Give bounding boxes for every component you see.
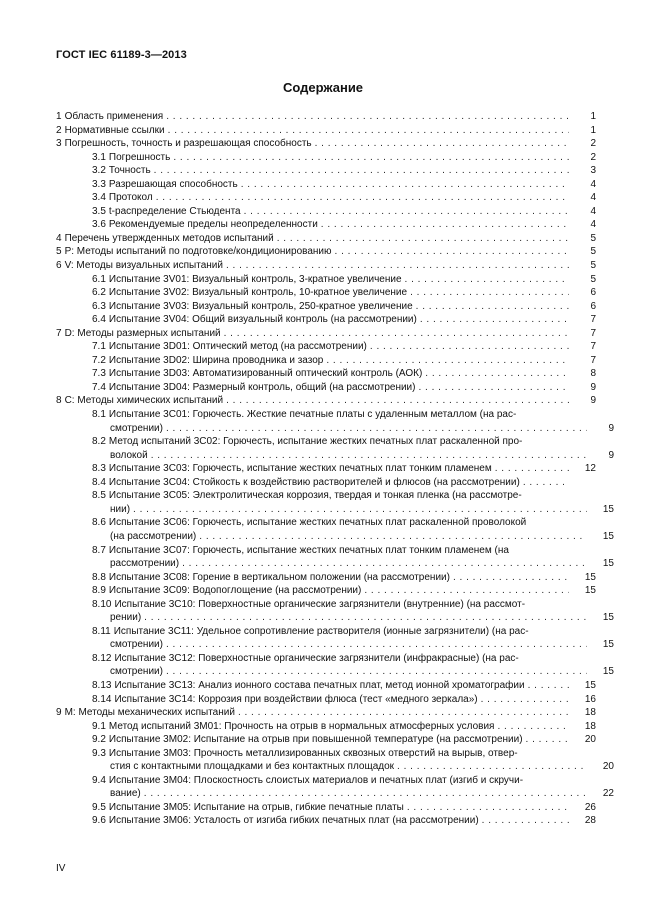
toc-entry-title: Метод испытаний 3C02: Горючесть, испытание жестких печатных плат раскаленной про- <box>108 436 523 448</box>
toc-entry-title: Протокол <box>108 192 153 204</box>
toc-entry-page: 4 <box>590 219 596 231</box>
toc-entry-number: 3.2 <box>92 165 106 177</box>
toc-leader-dots <box>151 449 587 463</box>
toc-entry-number: 9.5 <box>92 801 106 813</box>
toc-entry-number: 7.3 <box>92 368 106 380</box>
toc-entry-continuation[interactable] <box>56 449 614 463</box>
toc-entry-number: 3.5 <box>92 205 106 217</box>
toc-entry[interactable] <box>56 313 596 327</box>
toc-entry-number: 7 <box>56 327 62 339</box>
toc-entry-number: 6.2 <box>92 287 106 299</box>
toc-leader-dots <box>154 164 569 178</box>
toc-entry-number: 7.4 <box>92 381 106 393</box>
toc-entry[interactable] <box>56 625 596 639</box>
toc-entry-page: 15 <box>602 558 614 570</box>
toc-entry-title: Погрешность, точность и разрешающая способность <box>64 138 312 150</box>
toc-entry[interactable] <box>56 327 596 341</box>
toc-leader-dots <box>166 665 587 679</box>
toc-entry-title: Испытание 3C01: Горючесть. Жесткие печатные платы с удаленным металлом (на рас- <box>108 409 517 421</box>
toc-leader-dots <box>482 814 569 828</box>
toc-entry-page: 20 <box>602 761 614 773</box>
toc-entry[interactable] <box>56 747 596 761</box>
page-title: Содержание <box>282 80 364 95</box>
toc-entry-number: 8.5 <box>92 490 106 502</box>
toc-entry[interactable] <box>56 205 596 219</box>
toc-entry-number: 6.3 <box>92 300 106 312</box>
toc-entry-page: 15 <box>584 571 596 583</box>
toc-entry-title: Испытание 3D04: Размерный контроль, общий (на рассмотрении) <box>108 381 416 393</box>
toc-leader-dots <box>166 422 587 436</box>
toc-leader-dots <box>418 381 569 395</box>
toc-entry[interactable] <box>56 300 596 314</box>
toc-entry-number: 8.1 <box>92 409 106 421</box>
toc-entry-continuation[interactable] <box>56 422 614 436</box>
toc-entry-number: 7.2 <box>92 354 106 366</box>
toc-entry[interactable] <box>56 774 596 788</box>
toc-leader-dots <box>481 693 569 707</box>
toc-entry-title-cont: вание) <box>110 788 141 800</box>
toc-entry-continuation[interactable] <box>56 665 614 679</box>
toc-entry-number: 4 <box>56 232 62 244</box>
toc-entry-number: 8.6 <box>92 517 106 529</box>
toc-entry-page: 9 <box>590 395 596 407</box>
toc-entry[interactable] <box>56 394 596 408</box>
toc-entry-page: 18 <box>584 707 596 719</box>
toc-entry[interactable] <box>56 124 596 138</box>
toc-leader-dots <box>133 503 587 517</box>
toc-entry[interactable] <box>56 814 596 828</box>
toc-entry[interactable] <box>56 598 596 612</box>
toc-entry-number: 3 <box>56 138 62 150</box>
toc-entry-title: Метод испытаний 3M01: Прочность на отрыв в нормальных атмосферных условия <box>108 720 495 732</box>
toc-entry-page: 28 <box>584 815 596 827</box>
toc-entry-title: Испытание 3C07: Горючесть, испытание жестких печатных плат тонким пламенем (на <box>108 544 509 556</box>
toc-entry[interactable] <box>56 367 596 381</box>
toc-leader-dots <box>397 760 587 774</box>
toc-entry-title: Погрешность <box>108 151 171 163</box>
toc-entry-number: 8.13 <box>92 679 112 691</box>
toc-entry-title: t-распределение Стьюдента <box>108 205 241 217</box>
toc-entry-title: Испытание 3M05: Испытание на отрыв, гибкие печатные платы <box>108 801 404 813</box>
toc-entry-title: Испытание 3M06: Усталость от изгиба гибких печатных плат (на рассмотрении) <box>108 815 479 827</box>
toc-leader-dots <box>173 151 569 165</box>
toc-leader-dots <box>244 205 569 219</box>
toc-entry-page: 6 <box>590 287 596 299</box>
toc-entry[interactable] <box>56 584 596 598</box>
toc-entry-title: Испытание 3C10: Поверхностные органические загрязнители (внутренние) (на рассмот- <box>114 598 526 610</box>
toc-entry-page: 15 <box>602 503 614 515</box>
toc-entry-page: 1 <box>590 124 596 136</box>
toc-leader-dots <box>405 273 569 287</box>
toc-entry-title: Рекомендуемые пределы неопределенности <box>108 219 318 231</box>
toc-entry[interactable] <box>56 110 596 124</box>
toc-entry-title: Нормативные ссылки <box>64 124 165 136</box>
toc-entry-title: Испытание 3D02: Ширина проводника и зазор <box>108 354 324 366</box>
toc-entry-title: Испытание 3C03: Горючесть, испытание жестких печатных плат тонким пламенем <box>108 463 492 475</box>
toc-entry-number: 2 <box>56 124 62 136</box>
toc-leader-dots <box>497 720 569 734</box>
toc-leader-dots <box>416 300 569 314</box>
toc-entry-page: 2 <box>590 151 596 163</box>
toc-entry-title: Испытание 3C04: Стойкость к воздействию растворителей и флюсов (на рассмотрении) <box>108 476 520 488</box>
toc-entry[interactable] <box>56 259 596 273</box>
toc-entry[interactable] <box>56 544 596 558</box>
toc-entry-page: 15 <box>584 679 596 691</box>
toc-entry-number: 8.2 <box>92 436 106 448</box>
toc-leader-dots <box>224 327 569 341</box>
toc-entry-number: 8.4 <box>92 476 106 488</box>
toc-entry-title: Испытание 3V02: Визуальный контроль, 10-кратное увеличение <box>108 287 408 299</box>
toc-leader-dots <box>495 462 569 476</box>
toc-entry-page: 26 <box>584 801 596 813</box>
toc-entry-title-cont: смотрении) <box>110 422 163 434</box>
toc-entry-page: 12 <box>584 463 596 475</box>
toc-entry-page: 5 <box>590 273 596 285</box>
toc-entry-title: Точность <box>108 165 151 177</box>
toc-entry-title-cont: смотрении) <box>110 639 163 651</box>
toc-entry-title: Испытание 3M03: Прочность металлизированных сквозных отверстий на вырыв, отвер- <box>108 747 518 759</box>
toc-entry-title: C: Методы химических испытаний <box>64 395 224 407</box>
toc-entry-number: 8 <box>56 395 62 407</box>
toc-entry-number: 8.14 <box>92 693 112 705</box>
table-of-contents <box>56 110 614 828</box>
toc-entry[interactable] <box>56 151 596 165</box>
toc-entry-page: 4 <box>590 192 596 204</box>
toc-entry-number: 9 <box>56 707 62 719</box>
toc-leader-dots <box>182 557 587 571</box>
toc-entry-number: 1 <box>56 111 62 122</box>
toc-entry-number: 8.11 <box>92 625 111 637</box>
toc-entry-number: 3.1 <box>92 151 106 163</box>
toc-entry-title: Испытание 3C12: Поверхностные органические загрязнители (инфракрасные) (на рас- <box>114 652 519 664</box>
toc-leader-dots <box>315 137 569 151</box>
toc-entry-page: 15 <box>584 585 596 597</box>
toc-entry[interactable] <box>56 489 596 503</box>
toc-entry-continuation[interactable] <box>56 760 614 774</box>
toc-entry[interactable] <box>56 571 596 585</box>
toc-entry-number: 9.4 <box>92 774 106 786</box>
toc-leader-dots <box>523 476 569 490</box>
toc-entry-number: 9.2 <box>92 734 106 746</box>
toc-entry[interactable] <box>56 340 596 354</box>
toc-entry-title: Испытание 3V03: Визуальный контроль, 250-кратное увеличение <box>108 300 413 312</box>
toc-entry-number: 3.4 <box>92 192 106 204</box>
toc-entry[interactable] <box>56 218 596 232</box>
toc-leader-dots <box>144 787 587 801</box>
toc-entry-page: 9 <box>608 449 614 461</box>
toc-entry[interactable] <box>56 679 596 693</box>
toc-entry-page: 15 <box>602 666 614 678</box>
toc-entry-title: Область применения <box>64 111 164 122</box>
toc-entry-title: Перечень утвержденных методов испытаний <box>64 232 274 244</box>
toc-leader-dots <box>425 367 569 381</box>
toc-entry-page: 22 <box>602 788 614 800</box>
toc-entry-page: 15 <box>602 530 614 542</box>
toc-entry-page: 6 <box>590 300 596 312</box>
toc-entry-number: 3.3 <box>92 178 106 190</box>
toc-entry-title: Испытание 3D01: Оптический метод (на рассмотрении) <box>108 341 367 353</box>
toc-leader-dots <box>166 638 587 652</box>
toc-leader-dots <box>168 124 569 138</box>
toc-entry-number: 6.1 <box>92 273 106 285</box>
toc-entry-page: 5 <box>590 232 596 244</box>
toc-entry-page: 2 <box>590 138 596 150</box>
toc-entry[interactable] <box>56 462 596 476</box>
toc-entry-page: 4 <box>590 205 596 217</box>
toc-entry-number: 8.9 <box>92 585 106 597</box>
toc-leader-dots <box>410 286 569 300</box>
toc-entry-continuation[interactable] <box>56 503 614 517</box>
toc-entry-title: Испытание 3M04: Плоскостность слоистых материалов и печатных плат (изгиб и скручи- <box>108 774 524 786</box>
toc-entry-page: 5 <box>590 260 596 272</box>
toc-leader-dots <box>407 801 569 815</box>
toc-entry-title-cont: (на рассмотрении) <box>110 530 197 542</box>
toc-entry[interactable] <box>56 408 596 422</box>
toc-entry-title-cont: волокой <box>110 449 148 461</box>
toc-leader-dots <box>241 178 569 192</box>
toc-entry-title-cont: стия с контактными площадками и без контактных площадок <box>110 761 395 773</box>
toc-entry-number: 8.8 <box>92 571 106 583</box>
toc-entry-page: 9 <box>608 422 614 434</box>
toc-leader-dots <box>199 530 587 544</box>
toc-entry[interactable] <box>56 435 596 449</box>
toc-entry-number: 8.3 <box>92 463 106 475</box>
toc-entry[interactable] <box>56 706 596 720</box>
toc-entry-page: 7 <box>590 354 596 366</box>
toc-leader-dots <box>420 313 569 327</box>
toc-entry-title: P: Методы испытаний по подготовке/кондиционированию <box>64 246 332 258</box>
toc-entry-title: Испытание 3V01: Визуальный контроль, 3-кратное увеличение <box>108 273 402 285</box>
toc-entry[interactable] <box>56 476 596 490</box>
toc-entry-continuation[interactable] <box>56 638 614 652</box>
toc-entry-page: 7 <box>590 341 596 353</box>
toc-entry-number: 5 <box>56 246 62 258</box>
toc-entry-page: 9 <box>590 381 596 393</box>
toc-entry-continuation[interactable] <box>56 787 614 801</box>
toc-entry[interactable] <box>56 273 596 287</box>
toc-entry-continuation[interactable] <box>56 530 614 544</box>
toc-entry-title: Испытание 3V04: Общий визуальный контроль (на рассмотрении) <box>108 314 417 326</box>
toc-leader-dots <box>238 706 569 720</box>
toc-leader-dots <box>321 218 569 232</box>
toc-entry-title: Испытание 3M02: Испытание на отрыв при повышенной температуре (на рассмотрении) <box>108 734 523 746</box>
toc-entry-title: Испытание 3C13: Анализ ионного состава печатных плат, метод ионной хроматографии <box>114 679 525 691</box>
toc-entry-title: Испытание 3C05: Электролитическая коррозия, твердая и тонкая пленка (на рассмотре- <box>108 490 522 502</box>
toc-leader-dots <box>364 584 569 598</box>
toc-entry-title: Испытание 3C09: Водопоглощение (на рассмотрении) <box>108 585 362 597</box>
toc-leader-dots <box>370 340 569 354</box>
toc-entry[interactable] <box>56 232 596 246</box>
toc-entry-title: Испытание 3C08: Горение в вертикальном положении (на рассмотрении) <box>108 571 450 583</box>
toc-entry-number: 7.1 <box>92 341 106 353</box>
toc-entry[interactable] <box>56 720 596 734</box>
toc-leader-dots <box>166 110 569 124</box>
toc-entry-page: 7 <box>590 327 596 339</box>
page-number: IV <box>56 863 66 874</box>
toc-entry-page: 18 <box>584 720 596 732</box>
toc-leader-dots <box>226 259 569 273</box>
toc-entry-number: 9.6 <box>92 815 106 827</box>
toc-entry-number: 6 <box>56 260 62 272</box>
toc-leader-dots <box>226 394 569 408</box>
toc-entry-page: 8 <box>590 368 596 380</box>
toc-entry-title: D: Методы размерных испытаний <box>64 327 221 339</box>
toc-entry-number: 8.7 <box>92 544 106 556</box>
toc-entry-number: 8.10 <box>92 598 112 610</box>
toc-entry-page: 15 <box>602 639 614 651</box>
toc-entry-page: 15 <box>602 612 614 624</box>
toc-entry-title-cont: рассмотрении) <box>110 558 180 570</box>
toc-entry-page: 1 <box>590 111 596 122</box>
toc-entry[interactable] <box>56 164 596 178</box>
toc-entry-page: 16 <box>584 693 596 705</box>
toc-leader-dots <box>528 679 569 693</box>
toc-entry-title: M: Методы механических испытаний <box>64 707 235 719</box>
toc-entry[interactable] <box>56 516 596 530</box>
toc-entry[interactable] <box>56 381 596 395</box>
toc-entry-title-cont: смотрении) <box>110 666 163 678</box>
toc-entry-page: 3 <box>590 165 596 177</box>
toc-entry-number: 6.4 <box>92 314 106 326</box>
toc-entry-number: 9.3 <box>92 747 106 759</box>
toc-leader-dots <box>144 611 587 625</box>
toc-entry[interactable] <box>56 693 596 707</box>
toc-entry-title-cont: нии) <box>110 503 131 515</box>
toc-entry-page: 20 <box>584 734 596 746</box>
toc-entry[interactable] <box>56 191 596 205</box>
toc-leader-dots <box>453 571 569 585</box>
toc-entry[interactable] <box>56 354 596 368</box>
toc-entry-page: 4 <box>590 178 596 190</box>
toc-entry-number: 3.6 <box>92 219 106 231</box>
toc-entry-title: Испытание 3C11: Удельное сопротивление растворителя (ионные загрязнители) (на рас- <box>113 625 529 637</box>
toc-entry-number: 8.12 <box>92 652 112 664</box>
toc-entry-title: Испытание 3D03: Автоматизированный оптический контроль (АОК) <box>108 368 423 380</box>
toc-entry[interactable] <box>56 733 596 747</box>
toc-entry[interactable] <box>56 286 596 300</box>
toc-entry-continuation[interactable] <box>56 557 614 571</box>
toc-entry-title: V: Методы визуальных испытаний <box>64 260 223 272</box>
toc-leader-dots <box>526 733 569 747</box>
toc-entry[interactable] <box>56 137 596 151</box>
toc-entry[interactable] <box>56 652 596 666</box>
toc-leader-dots <box>277 232 569 246</box>
toc-leader-dots <box>326 354 569 368</box>
toc-leader-dots <box>335 245 569 259</box>
toc-entry-page: 7 <box>590 314 596 326</box>
toc-entry[interactable] <box>56 245 596 259</box>
toc-entry-title: Испытание 3C06: Горючесть, испытание жестких печатных плат раскаленной проволокой <box>108 517 527 529</box>
toc-entry-page: 5 <box>590 246 596 258</box>
toc-entry-continuation[interactable] <box>56 611 614 625</box>
toc-leader-dots <box>156 191 569 205</box>
toc-entry-number: 9.1 <box>92 720 106 732</box>
toc-entry-title: Испытание 3C14: Коррозия при воздействии флюса (тест «медного зеркала») <box>114 693 478 705</box>
toc-entry[interactable] <box>56 801 596 815</box>
toc-entry[interactable] <box>56 178 596 192</box>
toc-entry-title: Разрешающая способность <box>108 178 238 190</box>
document-header: ГОСТ IEC 61189-3—2013 <box>56 49 187 61</box>
toc-entry-title-cont: рении) <box>110 612 142 624</box>
